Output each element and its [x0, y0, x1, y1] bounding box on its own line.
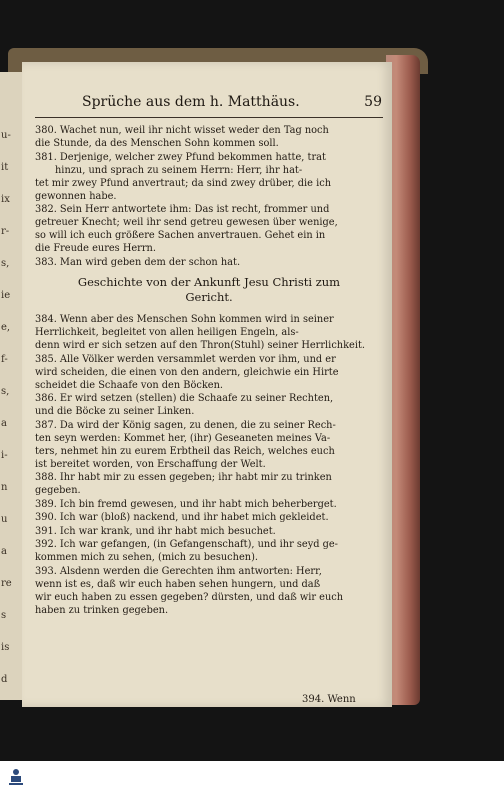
verse-line: 385. Alle Völker werden versammlet werden vor ihm, und er	[35, 353, 336, 365]
page-number: 59	[364, 94, 382, 110]
verse	[35, 151, 383, 203]
verse-line: Herrlichkeit, begleitet von allen heiligen Engeln, als-	[35, 327, 299, 338]
verse-line: 390. Ich war (bloß) nackend, und ihr habet mich gekleidet.	[35, 512, 329, 523]
verse-line: wenn ist es, daß wir euch haben sehen hungern, und daß	[35, 578, 321, 590]
left-page-fragment: d	[1, 674, 8, 685]
verse-line: die Freude eures Herrn.	[35, 243, 156, 254]
left-page-edge	[0, 72, 24, 700]
verse-line: 381. Derjenige, welcher zwey Pfund bekommen hatte, trat	[35, 151, 326, 163]
footer-bar	[0, 761, 504, 791]
verse	[35, 419, 383, 471]
verse-line: 386. Er wird setzen (stellen) die Schaafe zu seiner Rechten,	[35, 393, 334, 404]
verse-line: getreuer Knecht; weil ihr send getreu gewesen über wenige,	[35, 217, 338, 228]
verse-line: gegeben.	[35, 485, 81, 496]
verse	[35, 124, 383, 150]
verse	[35, 203, 383, 255]
verse	[35, 525, 383, 538]
verse-line: gewonnen habe.	[35, 190, 117, 202]
left-page-fragment: e,	[1, 322, 11, 333]
verse-line: und die Böcke zu seiner Linken.	[35, 406, 195, 417]
verse-line: 387. Da wird der König sagen, zu denen, die zu seiner Rech-	[35, 419, 336, 431]
verse	[35, 392, 383, 418]
left-page-fragment: u	[1, 514, 8, 525]
library-logo-icon	[3, 764, 29, 788]
verse-line: die Stunde, da des Menschen Sohn kommen soll.	[35, 138, 279, 149]
verse-line: wird scheiden, die einen von den andern, gleichwie ein Hirte	[35, 366, 339, 378]
verse-line: wir euch haben zu essen gegeben? dürsten, und daß wir euch	[35, 591, 344, 603]
verse-line: 384. Wenn aber des Menschen Sohn kommen wird in seiner	[35, 314, 334, 325]
verse-line: 388. Ihr habt mir zu essen gegeben; ihr habt mir zu trinken	[35, 472, 332, 483]
left-page-fragment: n	[1, 482, 8, 493]
section-heading	[35, 275, 383, 305]
running-header	[82, 94, 382, 114]
left-page-fragment: it	[1, 162, 9, 173]
verse-line: ist bereitet worden, von Erschaffung der Welt.	[35, 458, 266, 470]
verse-line: hinzu, und sprach zu seinem Herrn: Herr, ihr hat-	[55, 164, 303, 176]
verse	[35, 538, 383, 564]
verse	[35, 313, 383, 352]
left-page-fragment: ix	[1, 194, 10, 205]
verse	[35, 498, 383, 511]
verse	[35, 511, 383, 524]
verse-line: 382. Sein Herr antwortete ihm: Das ist recht, frommer und	[35, 204, 330, 215]
left-page-fragment: a	[1, 546, 7, 557]
section-heading-line: Gericht.	[185, 290, 233, 304]
left-page-fragment: i-	[1, 450, 8, 461]
verse-line: 393. Alsdenn werden die Gerechten ihm antworten: Herr,	[35, 565, 322, 577]
left-page-fragment: re	[1, 578, 12, 589]
verse-line: 389. Ich bin fremd gewesen, und ihr habt mich beherberget.	[35, 498, 337, 510]
left-page-fragment: a	[1, 418, 7, 429]
left-page-fragment: f-	[1, 354, 8, 365]
verse-line: ters, nehmet hin zu eurem Erbtheil das Reich, welches euch	[35, 445, 335, 457]
left-page-fragment: s,	[1, 386, 10, 397]
verse-line: denn wird er sich setzen auf den Thron(Stuhl) seiner Herrlichkeit.	[35, 340, 366, 351]
verse-line: ten seyn werden: Kommet her, (ihr) Geseaneten meines Va-	[35, 432, 331, 444]
verse-line: tet mir zwey Pfund anvertraut; da sind zwey drüber, die ich	[35, 177, 332, 189]
left-page-fragment: is	[1, 642, 10, 653]
verse	[35, 256, 383, 269]
verse-line: 383. Man wird geben dem der schon hat.	[35, 256, 241, 268]
verse-line: scheidet die Schaafe von den Böcken.	[35, 379, 224, 391]
catchword: 394. Wenn	[302, 694, 356, 705]
left-page-fragment: r-	[1, 226, 10, 237]
verse-line: kommen mich zu sehen, (mich zu besuchen).	[35, 552, 259, 563]
left-page-fragment: s,	[1, 258, 10, 269]
section-heading-line: Geschichte von der Ankunft Jesu Christi zum	[77, 275, 341, 289]
verse-line: 391. Ich war krank, und ihr habt mich besuchet.	[35, 525, 276, 537]
verse	[35, 353, 383, 392]
page-title: Sprüche aus dem h. Matthäus.	[82, 94, 300, 110]
left-page-fragment: s	[1, 610, 7, 621]
verse-line: 380. Wachet nun, weil ihr nicht wisset weder den Tag noch	[35, 125, 329, 136]
verse-line: haben zu trinken gegeben.	[35, 604, 169, 616]
left-page-fragment: ie	[1, 290, 11, 301]
verse-line: 392. Ich war gefangen, (in Gefangenschaft), und ihr seyd ge-	[35, 539, 338, 550]
verse	[35, 565, 383, 617]
header-rule	[35, 117, 383, 118]
left-page-fragment: u-	[1, 130, 11, 141]
verse-line: so will ich euch größere Sachen anvertrauen. Gehet ein in	[35, 230, 326, 241]
book-page	[22, 62, 392, 707]
verse	[35, 471, 383, 497]
